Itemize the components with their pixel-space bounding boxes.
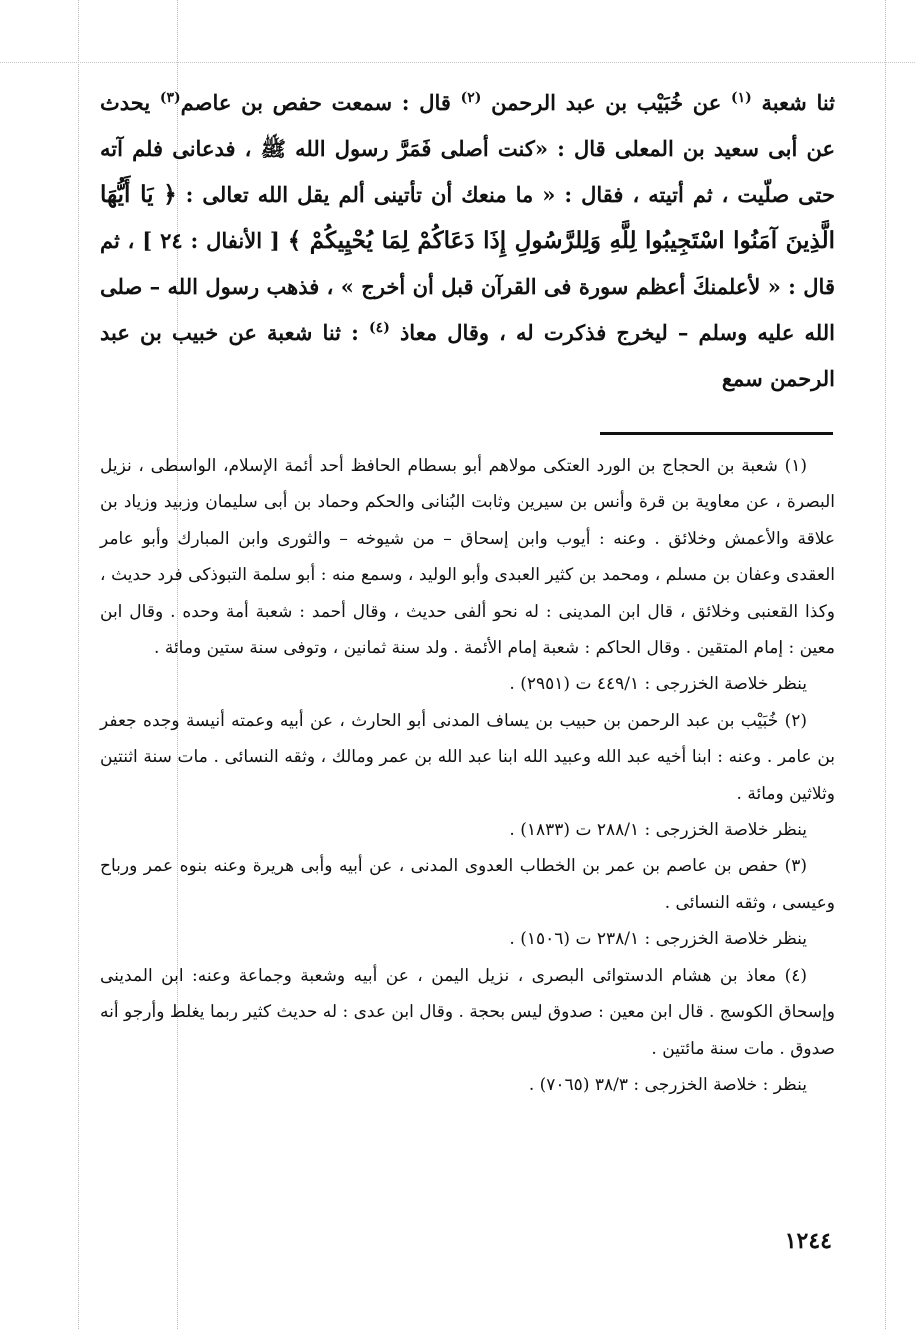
footnote-ref-4: (٤) (369, 320, 390, 336)
quran-verse: ﴿ يَا أَيُّهَا الَّذِينَ آمَنُوا اسْتَجِيبُوا لِلَّهِ وَلِلرَّسُولِ إِذَا دَعَاكُمْ لِمَا يُحْيِيكُمْ ﴾ (100, 181, 836, 254)
footnote-4: (٤) معاذ بن هشام الدستوائى البصرى ، نزيل اليمن ، عن أبيه وشعبة وجماعة وعنه: ابن المدينى وإسحاق الكوسج . قال ابن معين : صدوق ليس بحجة . وقال ابن عدى : له حديث كثير ربما يغلط وأرجو أنه صدوق . مات سنة مائتين . (100, 965, 835, 1059)
main-paragraph (100, 80, 835, 402)
page-number: ١٢٤٤ (784, 1228, 832, 1254)
margin-guide-right (885, 0, 886, 1329)
main-text-part: : ثنا شعبة عن خبيب بن عبد الرحمن سمع (100, 320, 835, 391)
footnote-separator (600, 432, 833, 435)
footnote-1-reference: ينظر خلاصة الخزرجى : ٤٤٩/١ ت (٢٩٥١) . (509, 674, 807, 695)
margin-guide-left (78, 0, 79, 1329)
main-text (100, 80, 835, 402)
main-text-part: يحدث عن أبى سعيد بن المعلى قال : «كنت أصلى فَمَرَّ رسول الله ﷺ ، فدعانى فلم آته حتى صلّيت ، ثم أتيته ، فقال : « ما منعك أن تأتينى ألم يقل الله تعالى : (100, 90, 835, 207)
footnote-ref-3: (٣) (159, 90, 181, 106)
footnotes (100, 448, 835, 1103)
margin-guide-top (0, 62, 915, 63)
footnote-2: (٢) خُبَيْب بن عبد الرحمن بن حبيب بن يساف المدنى أبو الحارث ، عن أبيه وعمته أنيسة وجده جعفر بن عامر . وعنه : ابنا أخيه عبد الله وعبيد الله ابنا عبد الله بن عمر ومالك ، وثقه النسائى . مات سنة اثنتين وثلاثين ومائة . (100, 710, 835, 804)
footnote-ref-2: (٢) (460, 90, 482, 106)
footnote-1: (١) شعبة بن الحجاج بن الورد العتكى مولاهم أبو بسطام الحافظ أحد أئمة الإسلام، الواسطى ، نزيل البصرة ، عن معاوية بن قرة وأنس بن سيرين وثابت البُنانى والحكم وحماد بن أبى سليمان وزبيد وزياد بن علاقة والأعمش وخلائق . وعنه : أيوب وابن إسحاق – من شيوخه – والثورى وابن المبارك وأبو عامر العقدى وعفان بن مسلم ، ومحمد بن كثير العبدى وأبو الوليد ، وسمع منه : أبو سلمة التبوذكى فرد حديث ، وكذا القعنبى وخلائق ، قال ابن المدينى : له نحو ألفى حديث ، وقال أحمد : شعبة أمة وحده . وقال ابن معين : إمام المتقين . وقال الحاكم : شعبة إمام الأئمة . ولد سنة ثمانين ، وتوفى سنة ستين ومائة . (100, 456, 835, 659)
footnote-3: (٣) حفص بن عاصم بن عمر بن الخطاب العدوى المدنى ، عن أبيه وأبى هريرة وعنه بنوه عمر ورباح وعيسى ، وثقه النسائى . (100, 856, 835, 913)
main-text-part: [ الأنفال : ٢٤ ] ، ثم قال : « لأعلمنكَ أعظم سورة فى القرآن قبل أن أخرج » ، فذهب رسول الله – صلى الله عليه وسلم – ليخرج فذكرت له ، وقال معاذ (100, 228, 835, 345)
footnote-3-reference: ينظر خلاصة الخزرجى : ٢٣٨/١ ت (١٥٠٦) . (509, 929, 807, 950)
main-text-part: عن خُبَيْب بن عبد الرحمن (491, 90, 722, 115)
footnote-ref-1: (١) (730, 90, 752, 106)
main-text-part: ثنا شعبة (761, 90, 836, 115)
footnote-2-reference: ينظر خلاصة الخزرجى : ٢٨٨/١ ت (١٨٣٣) . (509, 820, 807, 841)
footnote-4-reference: ينظر : خلاصة الخزرجى : ٣٨/٣ (٧٠٦٥) . (528, 1074, 807, 1095)
main-text-part: قال : سمعت حفص بن عاصم (180, 90, 451, 115)
